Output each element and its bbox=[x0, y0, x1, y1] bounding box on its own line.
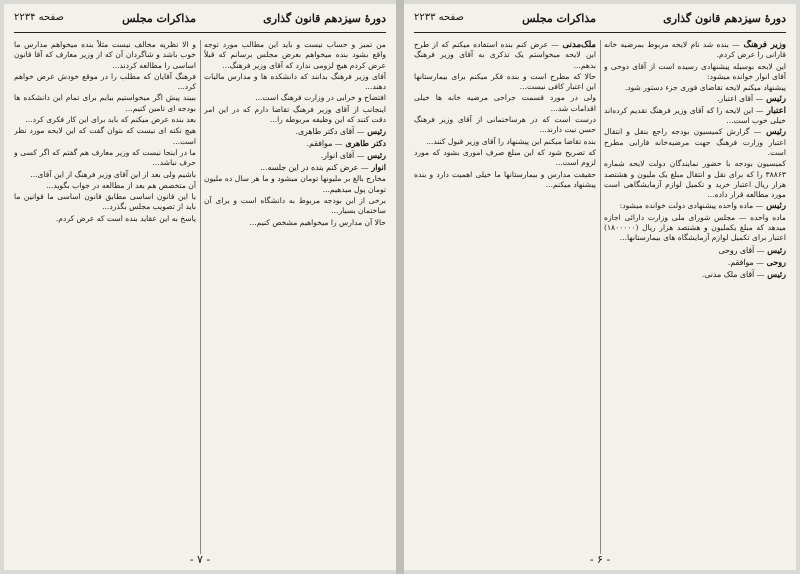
left-page-columns bbox=[14, 40, 386, 554]
speech-text: — این لایحه را که آقای وزیر فرهنگ تقدیم کرده‌اند خیلی خوب است... bbox=[604, 105, 786, 126]
right-page-columns bbox=[414, 40, 786, 554]
speech-text: — موافقم. bbox=[727, 257, 764, 267]
speech-text: ولی در مورد قسمت جراحی مرضیه خانه ها خیلی اقدامات شد... bbox=[414, 93, 596, 113]
header-rule bbox=[14, 32, 386, 33]
speaker-name: رئیس bbox=[763, 201, 786, 212]
left-page-right-column bbox=[204, 40, 386, 554]
speech-paragraph: بعد بنده عرض میکنم که باید برای این کار فکری کرد... bbox=[25, 115, 196, 125]
page-label: صفحه ۲۲۳۳ bbox=[414, 12, 465, 23]
speech-text: بنده تقاضا میکنم این پیشنهاد را آقای وزیر قبول کنند... bbox=[426, 136, 596, 146]
speaker-name: رئیس bbox=[364, 150, 386, 161]
column-divider bbox=[600, 40, 601, 554]
page-number: - ۶ - bbox=[589, 553, 611, 566]
speech-paragraph bbox=[414, 115, 596, 136]
speech-paragraph: اینجانب از آقای وزیر فرهنگ تقاضا دارم که در این امر دقت کنند که این وظیفه مربوطه را... bbox=[204, 104, 386, 125]
speaker-name: اعتبار bbox=[763, 105, 786, 116]
speech-paragraph bbox=[414, 93, 596, 114]
speech-paragraph: افتضاح و خرابی در وزارت فرهنگ است... bbox=[255, 93, 386, 103]
commission-report: کمیسیون بودجه با حضور نمایندگان دولت لایحه شماره ۳۸۸۶۳ را که برای نقل و انتقال مبلغ یک ملیون و هشتصد هزار ریال اعتبار خرید و تکمیل لوازم آزمایشگاهی است مورد مطالعه قرار داده... bbox=[604, 159, 786, 200]
speaker-line bbox=[204, 162, 386, 173]
speech-paragraph bbox=[604, 127, 786, 158]
right-page-right-column bbox=[604, 40, 786, 554]
speech-paragraph: باشیم ولی بعد از این آقای وزیر فرهنگ از این آقای... bbox=[30, 169, 196, 179]
speech-text: — بنده شد نام لایحه مربوط بمرضیه خانه قارانی را عرض کردم. bbox=[604, 40, 786, 60]
speech-text: — عرض کنم بنده در این جلسه... bbox=[260, 163, 369, 173]
speech-paragraph: هیچ نکته ای نیست که بتوان گفت که این لایحه مورد نظر است... bbox=[14, 126, 196, 146]
speech-text: این لایحه بوسیله پیشنهادی رسیده است از آقای دوحی و آقای انوار خوانده میشود: bbox=[604, 61, 786, 81]
speech-text: پیشنهاد میکنم لایحه تقاضای فوری جزء دستور شود. bbox=[624, 83, 786, 93]
article-paragraph bbox=[604, 201, 786, 211]
speech-text: حقیقت مدارس و بیمارستانها ما خیلی اهمیت دارد و بنده پیشنهاد میکنم... bbox=[414, 169, 596, 189]
speech-paragraph: یا این قانون اساسی مطابق قانون اساسی ما قوانین ما باید از تصویب مجلس بگذرد... bbox=[14, 192, 196, 212]
speech-text: — آقای اعتبار. bbox=[717, 94, 764, 104]
speech-paragraph bbox=[414, 170, 596, 191]
speech-paragraph: ما در اینجا نیست که وزیر معارف هم گفتم که اگر کسی و حرف نباشد... bbox=[14, 147, 196, 168]
left-page-header bbox=[14, 10, 386, 36]
speaker-line bbox=[604, 257, 786, 268]
speaker-name: رئیس bbox=[761, 127, 786, 138]
speech-paragraph bbox=[414, 148, 596, 169]
left-page bbox=[4, 4, 396, 570]
speech-paragraph bbox=[414, 40, 596, 71]
speech-paragraph: برخی از این بودجه مربوط به دانشگاه است و برای آن ساختمان بسیار... bbox=[204, 195, 386, 216]
book-gutter bbox=[396, 0, 404, 574]
speech-text: — گزارش کمیسیون بودجه راجع بنقل و انتقال اعتبار وزارت فرهنگ جهت مرضیه‌خانه فارابی مطرح است. bbox=[604, 127, 786, 157]
speech-text: — آقای ملک مدنی. bbox=[701, 269, 765, 279]
speaker-name: رئیس bbox=[764, 268, 786, 279]
speech-text: — ماده واحده پیشنهادی دولت خوانده میشود: bbox=[619, 201, 764, 211]
speaker-name: روحی bbox=[763, 256, 786, 267]
speaker-line bbox=[604, 269, 786, 280]
left-page-left-column bbox=[14, 40, 196, 554]
speech-text: — آقای روحی bbox=[718, 245, 765, 255]
speech-paragraph bbox=[604, 106, 786, 127]
speaker-line bbox=[204, 126, 386, 137]
speaker-name: رئیس bbox=[764, 244, 786, 255]
speech-text: که تصریح شود که این مبلغ صرف اموری بشود که مورد لزوم است... bbox=[414, 147, 596, 168]
journal-name: دورهٔ سیزدهم قانون گذاری bbox=[663, 12, 786, 25]
speech-text: — عرض کنم بنده استفاده میکنم که از طرح این لایحه میخواستم یک تذکری به آقای وزیر فرهنگ بدهم... bbox=[414, 40, 596, 70]
page-label: صفحه ۲۲۳۴ bbox=[14, 12, 65, 23]
speaker-line bbox=[204, 138, 386, 149]
speech-paragraph: آقای وزیر فرهنگ بدانند که دانشکده ها و مدارس مالیات دهند... bbox=[204, 71, 386, 92]
speech-paragraph bbox=[604, 83, 786, 93]
speech-paragraph: آن متخصص هم بعد از مطالعه در جواب بگوید... bbox=[46, 180, 196, 190]
closing-paragraph: پاسخ به این عقاید بنده است که عرض کردم. bbox=[55, 213, 196, 223]
speech-paragraph bbox=[604, 94, 786, 104]
journal-title: مذاکرات مجلس bbox=[522, 12, 596, 25]
speech-text: درست است که در هرساختمانی از آقای وزیر فرهنگ حسن نیت دارند... bbox=[414, 115, 596, 135]
speaker-line bbox=[204, 150, 386, 161]
speaker-name: دکتر طاهری bbox=[342, 138, 386, 149]
speech-text: ماده واحده — مجلس شورای ملی وزارت دارائی اجازه میدهد که مبلغ یکملیون و هشتصد هزار ریال (۱۸۰۰۰۰۰) اعتبار برای تکمیل لوازم آزمایشگاه های بیمارستانها... bbox=[604, 212, 786, 243]
speech-paragraph: فرهنگ آقایان که مطلب را در موقع خودش عرض خواهم کرد... bbox=[14, 71, 196, 92]
speech-paragraph: و الا نظریه مخالف نیست مثلاً بنده میخواهم مدارس ما خوب باشد و شاگردان آن که از وزیر معارف که آقا قانون اساسی را مطالعه کردند... bbox=[14, 40, 196, 70]
speaker-name: رئیس bbox=[364, 126, 386, 137]
header-rule bbox=[414, 32, 786, 33]
article-paragraph bbox=[604, 213, 786, 244]
journal-name: دورهٔ سیزدهم قانون گذاری bbox=[263, 12, 386, 25]
speaker-name: وزیر فرهنگ bbox=[739, 40, 786, 50]
speaker-line bbox=[604, 245, 786, 256]
speech-paragraph: حالا آن مدارس را میخواهیم مشخص کنیم... bbox=[249, 217, 386, 227]
right-page-header bbox=[414, 10, 786, 36]
speech-paragraph: ببیند پیش اگر میخواستیم بیایم برای تمام این دانشکده ها بودجه ای تامین کنیم... bbox=[14, 93, 196, 113]
speech-text: — آقای انوار. bbox=[320, 151, 365, 161]
right-page bbox=[404, 4, 796, 570]
speech-paragraph bbox=[414, 72, 596, 93]
speech-text: حالا که مطرح است و بنده فکر میکنم برای بیمارستانها این اعتبار کافی نیست... bbox=[414, 71, 596, 92]
speaker-name: انوار bbox=[368, 162, 386, 173]
page-number: - ۷ - bbox=[189, 553, 211, 566]
speech-paragraph: مخارج بالغ بر ملیونها تومان میشود و ما هر سال ده ملیون تومان پول میدهیم... bbox=[204, 174, 386, 194]
speaker-name: رئیس bbox=[763, 94, 786, 105]
speech-paragraph bbox=[604, 62, 786, 83]
column-divider bbox=[200, 40, 201, 554]
speech-paragraph bbox=[604, 40, 786, 61]
speech-paragraph bbox=[414, 137, 596, 147]
journal-title: مذاکرات مجلس bbox=[122, 12, 196, 25]
speech-text: — آقای دکتر طاهری. bbox=[295, 127, 365, 137]
speech-text: — موافقم. bbox=[306, 139, 343, 149]
right-page-left-column bbox=[414, 40, 596, 554]
speaker-name: ملک‌مدنی bbox=[558, 40, 596, 50]
speech-paragraph: من تمیز و حساب نیست و باید این مطالب مورد توجه واقع بشود بنده میخواهم بعرض مجلس برسانم که قبلاً عرض کردم هیچ لزومی ندارد که آقای وزیر فرهنگ... bbox=[204, 40, 386, 70]
